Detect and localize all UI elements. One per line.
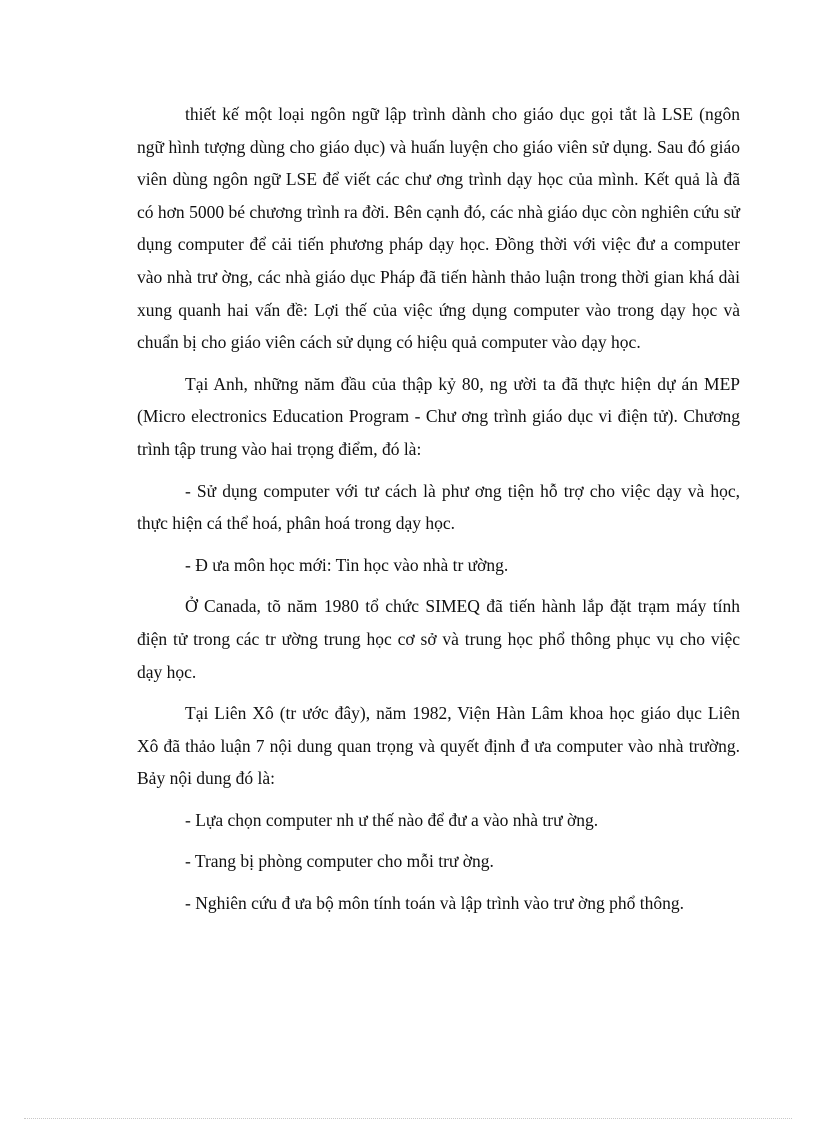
- page-bottom-border: [24, 1118, 792, 1119]
- paragraph-uk-point-1: - Sử dụng computer với tư cách là phư ơng tiện hỗ trợ cho việc dạy và học, thực hiện cá thể hoá, phân hoá trong dạy học.: [137, 480, 740, 534]
- paragraph-canada: Ở Canada, tõ năm 1980 tổ chức SIMEQ đã tiến hành lắp đặt trạm máy tính điện tử trong các tr ường trung học cơ sở và trung học phổ thông phục vụ cho việc dạy học.: [137, 596, 740, 682]
- paragraph-ussr: Tại Liên Xô (tr ước đây), năm 1982, Viện Hàn Lâm khoa học giáo dục Liên Xô đã thảo luận 7 nội dung quan trọng và quyết định đ ưa computer vào nhà trường. Bảy nội dung đó là:: [137, 703, 740, 789]
- paragraph-ussr-point-2: - Trang bị phòng computer cho mỗi trư ờng.: [185, 851, 494, 872]
- paragraph-france-continued: thiết kế một loại ngôn ngữ lập trình dành cho giáo dục gọi tắt là LSE (ngôn ngữ hình tượng dùng cho giáo dục) và huấn luyện cho giáo viên sử dụng. Sau đó giáo viên dùng ngôn ngữ LSE để viết các chư ơng trình dạy học của mình. Kết quả là đã có hơn 5000 bé chương trình ra đời. Bên cạnh đó, các nhà giáo dục còn nghiên cứu sử dụng computer để cải tiến phương pháp dạy học. Đồng thời với việc đư a computer vào nhà trư ờng, các nhà giáo dục Pháp đã tiến hành thảo luận trong thời gian khá dài xung quanh hai vấn đề: Lợi thế của việc ứng dụng computer vào trong dạy học và chuẩn bị cho giáo viên cách sử dụng có hiệu quả computer vào dạy học.: [137, 104, 740, 353]
- paragraph-uk-point-2: - Đ ưa môn học mới: Tin học vào nhà tr ường.: [185, 554, 509, 575]
- paragraph-ussr-point-1: - Lựa chọn computer nh ư thế nào để đư a vào nhà trư ờng.: [185, 809, 599, 830]
- paragraph-uk: Tại Anh, những năm đầu của thập kỷ 80, ng ười ta đã thực hiện dự án MEP (Micro electronics Education Program - Chư ơng trình giáo dục vi điện tử). Chương trình tập trung vào hai trọng điểm, đó là:: [137, 373, 740, 459]
- paragraph-ussr-point-3: - Nghiên cứu đ ưa bộ môn tính toán và lập trình vào trư ờng phổ thông.: [185, 893, 684, 914]
- document-body: [137, 98, 740, 929]
